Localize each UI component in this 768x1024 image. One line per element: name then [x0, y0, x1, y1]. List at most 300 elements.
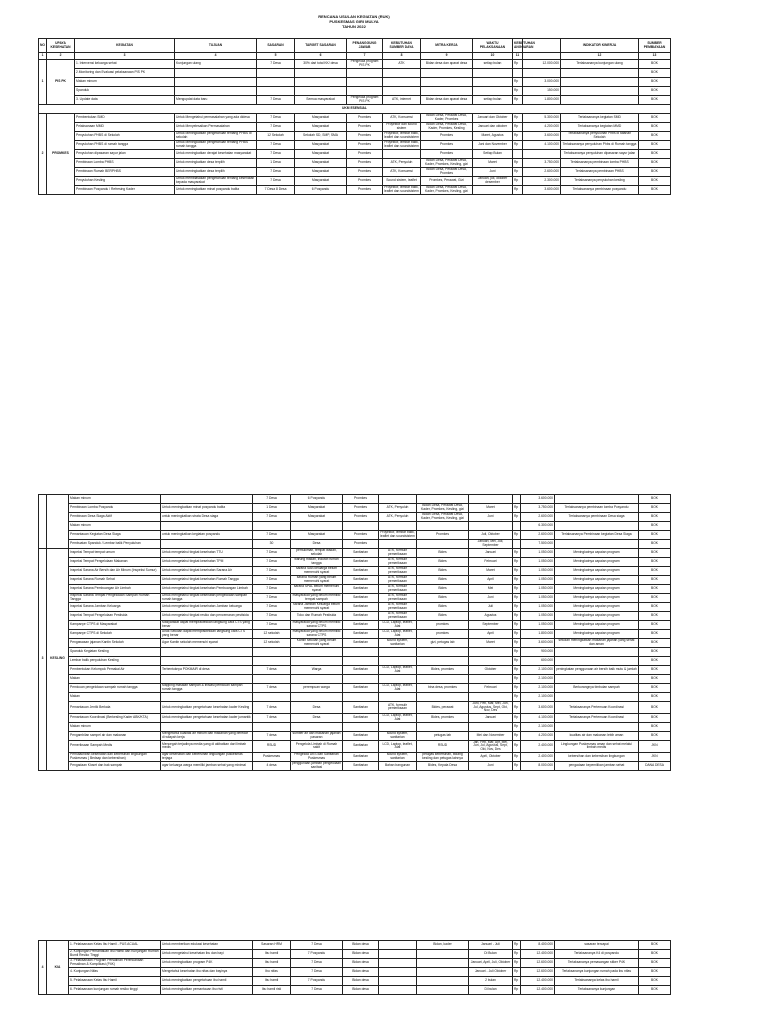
- table-cell: [473, 69, 513, 78]
- table-cell: DANA DESA: [639, 761, 671, 770]
- table-cell: 2.300.000: [523, 177, 561, 186]
- table-cell: BOK: [639, 657, 671, 666]
- table-cell: [379, 959, 417, 968]
- table-cell: BOK: [639, 968, 671, 977]
- column-number: 12: [561, 53, 639, 60]
- doc-subtitle: PUSKESMAS GIRI MULYA: [329, 19, 379, 24]
- table-cell: Bidan desa: [343, 977, 379, 986]
- table-cell: [417, 540, 469, 549]
- table-cell: BOK: [639, 504, 671, 513]
- table-cell: Terlaksananya Pertemuan Koordinasi: [555, 702, 639, 714]
- table-cell: warung makan, industri rumah tangga: [291, 558, 343, 567]
- table-cell: Pengelola Limbah di Rumah sakit: [291, 740, 343, 752]
- table-row: [39, 639, 671, 648]
- table-cell: [417, 722, 469, 731]
- table-row: [39, 567, 671, 576]
- table-cell: ATK, formulir pemeriksaan: [379, 558, 417, 567]
- table-cell: Terlaksananya kunjungan ulang: [561, 60, 639, 69]
- table-cell: Ibu hamil: [253, 950, 291, 959]
- table-row: [39, 123, 671, 132]
- column-header: KEGIATAN: [75, 39, 175, 53]
- table-cell: 3.600.000: [521, 495, 555, 504]
- table-cell: [379, 693, 417, 702]
- table-cell: 4.100.000: [521, 713, 555, 722]
- table-cell: BOK: [639, 639, 671, 648]
- table-cell: Inspeksi Tempat Pengelolaan Pestisida: [69, 612, 161, 621]
- table-cell: 2.400.000: [521, 740, 555, 752]
- table-cell: 7 Desa: [257, 168, 295, 177]
- table-cell: 12 Sekolah: [257, 132, 295, 141]
- table-cell: [291, 675, 343, 684]
- table-cell: 1.800.000: [523, 96, 561, 105]
- table-cell: [257, 87, 295, 96]
- table-cell: Pemantauan Kegiatan Desa Siaga: [69, 531, 161, 540]
- table-cell: Untuk mengetahui tingkat kesehatan Pembuangan Limbah: [161, 585, 253, 594]
- table-cell: Terlaksananya kunjungan rumah pada ibu nifas: [555, 968, 639, 977]
- table-cell: Untuk meningkatkan pemantauan ibu risti: [161, 986, 253, 995]
- table-cell: Untuk mengetahui tingkat kesehatan pengelolaan sampah rumah tangga: [161, 594, 253, 603]
- table-cell: 3.600.000: [523, 132, 561, 141]
- table-cell: Berkurangnya timbulan sampah: [555, 684, 639, 693]
- table-cell: Januari: [469, 549, 513, 558]
- table-cell: Januari, Mei, Juli, September: [469, 540, 513, 549]
- table-cell: [175, 78, 257, 87]
- table-cell: Meningkatnya capaian program: [555, 549, 639, 558]
- table-cell: 6. Pelaksanaan kunjungan rumah resiko tinggi: [69, 986, 161, 995]
- table-cell: [295, 69, 347, 78]
- table-cell: Rp: [513, 986, 521, 995]
- table-cell: Januari, April, Juli, Oktober: [469, 959, 513, 968]
- table-cell: BOK: [639, 177, 671, 186]
- table-cell: Maret: [473, 159, 513, 168]
- table-cell: Sanitarian: [343, 761, 379, 770]
- table-cell: Mapping masalah sampah & inisiasi pemicuan sampah rumah tangga: [161, 684, 253, 693]
- table-cell: [343, 675, 379, 684]
- table-cell: [291, 648, 343, 657]
- table-cell: [383, 87, 421, 96]
- table-row: [39, 657, 671, 666]
- column-header: KEBUTUHAN SUMBER DAYA: [383, 39, 421, 53]
- table-cell: Warga: [291, 666, 343, 675]
- table-row: [39, 60, 671, 69]
- table-row: [39, 78, 671, 87]
- table-cell: [383, 78, 421, 87]
- table-cell: Rp: [513, 675, 521, 684]
- table-cell: Bidan Desa, Perawat Desa, Kader, Promkes, Kesling, gizi: [421, 186, 473, 195]
- table-cell: Bides: [417, 612, 469, 621]
- table-cell: BOK: [639, 630, 671, 639]
- column-number: 2: [47, 53, 75, 60]
- table-cell: BOK: [639, 513, 671, 522]
- table-cell: 2 bulan: [469, 977, 513, 986]
- table-cell: [343, 722, 379, 731]
- table-cell: [561, 96, 639, 105]
- table-cell: Januari - Juli: [469, 941, 513, 950]
- table-cell: Desa: [291, 540, 343, 549]
- table-cell: sasaran tercapai: [555, 941, 639, 950]
- table-cell: 7 Desa: [253, 567, 291, 576]
- table-cell: untuk meningkatkan strata Desa siaga: [161, 513, 253, 522]
- table-cell: 7 Desa: [257, 123, 295, 132]
- table-row: [39, 576, 671, 585]
- table-cell: Meningkatnya capaian program: [555, 585, 639, 594]
- table-cell: Rp: [513, 87, 523, 96]
- table-cell: Rp: [513, 693, 521, 702]
- table-cell: [383, 150, 421, 159]
- table-cell: April: [469, 576, 513, 585]
- table-cell: Bides: [417, 576, 469, 585]
- table-cell: [379, 495, 417, 504]
- ruk-table-2: [38, 494, 671, 771]
- table-cell: Bidan Desa, Perawat Desa, Kader, Promkes, Kesling, gizi: [417, 504, 469, 513]
- table-row: [39, 959, 671, 968]
- table-cell: 1.050.000: [521, 567, 555, 576]
- table-cell: BOK: [639, 531, 671, 540]
- table-cell: Bidan Desa, Perawat Desa, Kader, Promkes, Kesling, gizi: [421, 159, 473, 168]
- table-cell: Rp: [513, 612, 521, 621]
- table-cell: JKN: [639, 752, 671, 761]
- table-row: [39, 968, 671, 977]
- table-cell: [513, 495, 521, 504]
- table-cell: [379, 977, 417, 986]
- table-cell: 4.200.000: [523, 123, 561, 132]
- table-cell: Makan minum: [69, 495, 161, 504]
- table-cell: Pengelola program PIS PK: [347, 96, 383, 105]
- table-cell: 3.600.000: [523, 186, 561, 195]
- section-row: [39, 105, 671, 114]
- table-cell: Ibu hamil: [253, 959, 291, 968]
- table-cell: Rp: [513, 123, 523, 132]
- table-cell: BOK: [639, 950, 671, 959]
- table-cell: 2.600.000: [523, 168, 561, 177]
- table-row: [39, 713, 671, 722]
- area-name: KESLING: [47, 549, 69, 771]
- table-cell: Terlaksananya Pertemuan Koordinasi: [555, 713, 639, 722]
- table-cell: Terlaksananya kelas ibu hamil: [555, 977, 639, 986]
- table-cell: 7 desa: [253, 702, 291, 714]
- column-number: 11: [513, 53, 523, 60]
- row-number: 1: [39, 60, 47, 105]
- table-cell: BOK: [639, 558, 671, 567]
- table-cell: Pembentukan Kelompok Pemakai Air: [69, 666, 161, 675]
- row-number: 2: [39, 114, 47, 195]
- table-row: [39, 603, 671, 612]
- table-cell: BOK: [639, 702, 671, 714]
- table-cell: [513, 540, 521, 549]
- table-row: [39, 752, 671, 761]
- table-cell: Rp: [513, 567, 521, 576]
- table-cell: 30: [253, 540, 291, 549]
- table-row: [39, 986, 671, 995]
- table-cell: Rp: [513, 60, 523, 69]
- table-cell: Sanitarian: [343, 713, 379, 722]
- table-row: [39, 159, 671, 168]
- table-cell: Untuk mengetahui tingkat kesehatan TTU: [161, 549, 253, 558]
- table-cell: BOK: [639, 959, 671, 968]
- table-cell: 7 Desa: [257, 177, 295, 186]
- table-cell: Terlaksananya penyuluhan kesling: [561, 177, 639, 186]
- table-cell: Masyarakat: [295, 177, 347, 186]
- table-cell: BOK: [639, 150, 671, 159]
- table-cell: [291, 693, 343, 702]
- table-cell: Terlaksananya penyuluhan Phbs di Rumah tangga: [561, 141, 639, 150]
- table-cell: Promkes: [343, 504, 379, 513]
- table-cell: Di bulan: [469, 986, 513, 995]
- table-cell: [291, 722, 343, 731]
- table-cell: 2.100.000: [521, 693, 555, 702]
- column-header: SUMBER PEMBIAYAAN: [639, 39, 671, 53]
- table-cell: 3.750.000: [523, 159, 561, 168]
- table-cell: [347, 78, 383, 87]
- table-cell: ATK, formulir pemeriksaan: [379, 576, 417, 585]
- table-cell: 7 Desa: [253, 576, 291, 585]
- table-cell: Rp: [513, 168, 523, 177]
- table-cell: Rp: [513, 585, 521, 594]
- table-cell: BOK: [639, 69, 671, 78]
- table-cell: Promkes: [347, 168, 383, 177]
- table-cell: 7 Desa: [253, 513, 291, 522]
- table-cell: 1.050.000: [521, 549, 555, 558]
- table-cell: JKN: [639, 740, 671, 752]
- table-cell: BOK: [639, 141, 671, 150]
- table-cell: Proyektor dan sound sistem: [383, 123, 421, 132]
- table-cell: 1.050.000: [521, 576, 555, 585]
- table-row: [39, 675, 671, 684]
- table-cell: Pemeriksaan Sampah Medis: [69, 740, 161, 752]
- table-cell: 600.000: [521, 657, 555, 666]
- table-cell: 2.100.000: [521, 684, 555, 693]
- table-cell: [513, 522, 521, 531]
- table-cell: Untuk mengetahui tingkat kesehatan TPM: [161, 558, 253, 567]
- table-cell: 4.100.000: [523, 141, 561, 150]
- ruk-table-1: [38, 38, 671, 195]
- table-cell: Pembinaan Posyandu / Refresing Kader: [75, 186, 175, 195]
- table-cell: Oktober: [469, 666, 513, 675]
- table-cell: 7.500.000: [521, 540, 555, 549]
- table-cell: 7 Desa: [257, 150, 295, 159]
- table-cell: Pengelola UKS dan Sanitarian Puskesmas: [291, 752, 343, 761]
- table-cell: Meningkatnya capaian program: [555, 576, 639, 585]
- table-cell: 7 Desa: [291, 986, 343, 995]
- table-cell: Spanduk Kegiatan Kesling: [69, 648, 161, 657]
- table-row: [39, 558, 671, 567]
- table-page2: [38, 494, 670, 771]
- table-cell: masyarakat yang belum memiliki sarana CTPS: [291, 630, 343, 639]
- table-cell: [561, 69, 639, 78]
- ruk-table-3: [38, 940, 671, 995]
- table-cell: 7 Desa: [257, 141, 295, 150]
- table-cell: Meningkatnya capaian program: [555, 621, 639, 630]
- table-cell: Desa: [291, 713, 343, 722]
- table-cell: [253, 648, 291, 657]
- table-cell: Promkes: [421, 141, 473, 150]
- table-row: [39, 177, 671, 186]
- table-row: [39, 740, 671, 752]
- table-cell: [513, 69, 523, 78]
- table-cell: Rp: [513, 648, 521, 657]
- table-cell: [379, 941, 417, 950]
- table-cell: sound system, sanitarian: [379, 731, 417, 740]
- table-cell: Bides: [417, 594, 469, 603]
- table-cell: 2.100.000: [521, 666, 555, 675]
- section-label: UKM ESENSIAL: [39, 105, 671, 114]
- area-name: [47, 495, 69, 549]
- table-cell: Februari: [469, 684, 513, 693]
- table-cell: Inspeksi Sarana Air Bersih dan Air Minum (Inspeksi Sumur): [69, 567, 161, 576]
- table-cell: [291, 522, 343, 531]
- table-row: [39, 761, 671, 770]
- table-cell: 1.050.000: [521, 585, 555, 594]
- table-cell: Untuk meningkatkan desa terpilih: [175, 168, 257, 177]
- table-cell: BOK: [639, 78, 671, 87]
- table-cell: Rp: [513, 159, 523, 168]
- table-cell: 2. Kunjungan Pemantauan Ibu Hamil dan Kunjungan Rumah Bumil Resiko Tinggi: [70, 949, 159, 957]
- column-header: TARGET SASARAN: [295, 39, 347, 53]
- table-cell: Juli, Oktober: [469, 531, 513, 540]
- column-number: 6: [295, 53, 347, 60]
- table-cell: Ibu hamil: [253, 977, 291, 986]
- table-page1: [38, 38, 670, 195]
- table-cell: Promkes: [343, 495, 379, 504]
- table-cell: [379, 722, 417, 731]
- table-cell: BOK: [639, 684, 671, 693]
- table-cell: [555, 648, 639, 657]
- table-cell: BOK: [639, 621, 671, 630]
- table-cell: Masyarakat: [295, 114, 347, 123]
- table-cell: Sanitarian: [343, 576, 379, 585]
- table-row: [39, 96, 671, 105]
- table-cell: perempuan warga: [291, 684, 343, 693]
- table-cell: petugas lab: [417, 731, 469, 740]
- table-cell: [473, 186, 513, 195]
- table-cell: gizi, petugas lab: [417, 639, 469, 648]
- table-cell: 12.600.000: [521, 968, 555, 977]
- table-cell: ATK, formulir pemeriksaan: [379, 585, 417, 594]
- table-cell: 12 sekolah: [253, 630, 291, 639]
- table-cell: [161, 540, 253, 549]
- table-cell: sarana Rumah yang belum memenuhi syarat: [291, 576, 343, 585]
- table-cell: Februari: [469, 558, 513, 567]
- table-cell: Untuk meningkatkan minat posyandu balita: [175, 186, 257, 195]
- table-cell: Untuk meningkatkan pengetahuan kesehatan kader Kesling: [161, 702, 253, 714]
- table-cell: [523, 150, 561, 159]
- table-cell: Promkes: [343, 531, 379, 540]
- table-cell: [469, 495, 513, 504]
- table-cell: [555, 540, 639, 549]
- table-cell: 7 Desa: [253, 495, 291, 504]
- table-cell: Pembuatan Spanduk / Lembar balik Penyuluhan: [69, 540, 161, 549]
- table-cell: Sanitarian: [343, 594, 379, 603]
- table-cell: Rp: [513, 666, 521, 675]
- table-cell: Rp: [513, 684, 521, 693]
- table-row: [39, 549, 671, 558]
- table-cell: sound system, sanitarian: [379, 639, 417, 648]
- table-cell: [343, 693, 379, 702]
- table-cell: BOK: [639, 977, 671, 986]
- table-cell: 30% dari total KK/ desa: [295, 60, 347, 69]
- column-header: UPAYA KESEHATAN: [47, 39, 75, 53]
- table-cell: Bidan desa: [343, 950, 379, 959]
- table-cell: Januari dan oktober: [473, 123, 513, 132]
- table-cell: Bidan Desa, Perawat Desa, Kader, Promkes, Kesling, gizi: [417, 513, 469, 522]
- table-cell: [417, 950, 469, 959]
- table-cell: [555, 657, 639, 666]
- table-cell: Penyuluhan PHBS di rumah tangga: [75, 141, 175, 150]
- row-number: 3: [39, 549, 47, 771]
- table-cell: Untuk Mengetahui permasalahan yang ada didesa: [175, 114, 257, 123]
- table-cell: [555, 675, 639, 684]
- table-cell: Bidan desa dan aparat desa: [421, 96, 473, 105]
- table-cell: [253, 522, 291, 531]
- table-cell: Rp: [513, 594, 521, 603]
- table-cell: Untuk mengetahui tingkat kesehatan Sarana Air: [161, 567, 253, 576]
- table-cell: LCD, Laptop, leaflet, Alat: [379, 621, 417, 630]
- column-header: SASARAN: [257, 39, 295, 53]
- table-cell: Promkes: [347, 177, 383, 186]
- table-cell: 7 Desa: [253, 558, 291, 567]
- table-cell: 1. Intervensi keluarga sehat: [75, 60, 175, 69]
- table-cell: bina desa, promkes: [417, 684, 469, 693]
- table-cell: Penyuluhan PHBS di Sekolah: [75, 132, 175, 141]
- table-cell: Rp: [513, 141, 523, 150]
- table-cell: Bidan desa: [343, 959, 379, 968]
- table-cell: [555, 722, 639, 731]
- table-cell: Rp: [513, 114, 523, 123]
- table-cell: Rp: [513, 549, 521, 558]
- table-cell: Untuk meningkatkan desa terpilih: [175, 159, 257, 168]
- table-cell: Promkes: [347, 159, 383, 168]
- table-cell: [523, 69, 561, 78]
- table-row: [39, 648, 671, 657]
- table-row: [39, 585, 671, 594]
- table-cell: 2.600.000: [521, 531, 555, 540]
- table-cell: 7 Desa: [253, 585, 291, 594]
- table-cell: petugas kebersihan, bidang kesling dan petugas lainnya: [417, 752, 469, 761]
- table-cell: Rp: [513, 177, 523, 186]
- table-cell: peningkatan penggunaan air bersih baik mutu & jumlah: [555, 666, 639, 675]
- table-cell: Bides: [417, 567, 469, 576]
- table-cell: ATK, formulir pemeriksaan: [379, 567, 417, 576]
- table-cell: 2.100.000: [521, 675, 555, 684]
- table-cell: Untuk Menyelesaikan Permasalahan: [175, 123, 257, 132]
- table-cell: [379, 968, 417, 977]
- table-cell: 1.800.000: [521, 630, 555, 639]
- table-cell: Pembentukan SMD: [75, 114, 175, 123]
- table-cell: Kampanye CTPS di Masyarakat: [69, 621, 161, 630]
- table-cell: 7 Desa: [253, 594, 291, 603]
- table-cell: 1 Desa: [253, 504, 291, 513]
- table-cell: [295, 87, 347, 96]
- table-cell: Promkes: [347, 150, 383, 159]
- table-cell: 7 Desa: [291, 959, 343, 968]
- table-row: [39, 522, 671, 531]
- table-cell: Pengawasan jajanan Kantin Sekolah: [69, 639, 161, 648]
- table-cell: 4 desa: [253, 761, 291, 770]
- table-cell: sarana SPAL belum memenuhi syarat: [291, 585, 343, 594]
- table-cell: Terlaksananya K4 di posyandu: [555, 950, 639, 959]
- table-cell: BOK: [639, 159, 671, 168]
- table-cell: Juni: [469, 761, 513, 770]
- column-number: 13: [639, 53, 671, 60]
- table-cell: 6 Posyandu: [295, 186, 347, 195]
- column-number: 9: [421, 53, 473, 60]
- column-number: 10: [473, 53, 513, 60]
- table-cell: Terlaksananya kegiatan MMD: [561, 123, 639, 132]
- table-cell: Mencegah terjadinya media yang di akibatkan dari limbah medis: [161, 740, 253, 752]
- table-cell: BOK: [639, 87, 671, 96]
- column-header: INDIKATOR KINERJA: [561, 39, 639, 53]
- table-cell: Promkes: [347, 123, 383, 132]
